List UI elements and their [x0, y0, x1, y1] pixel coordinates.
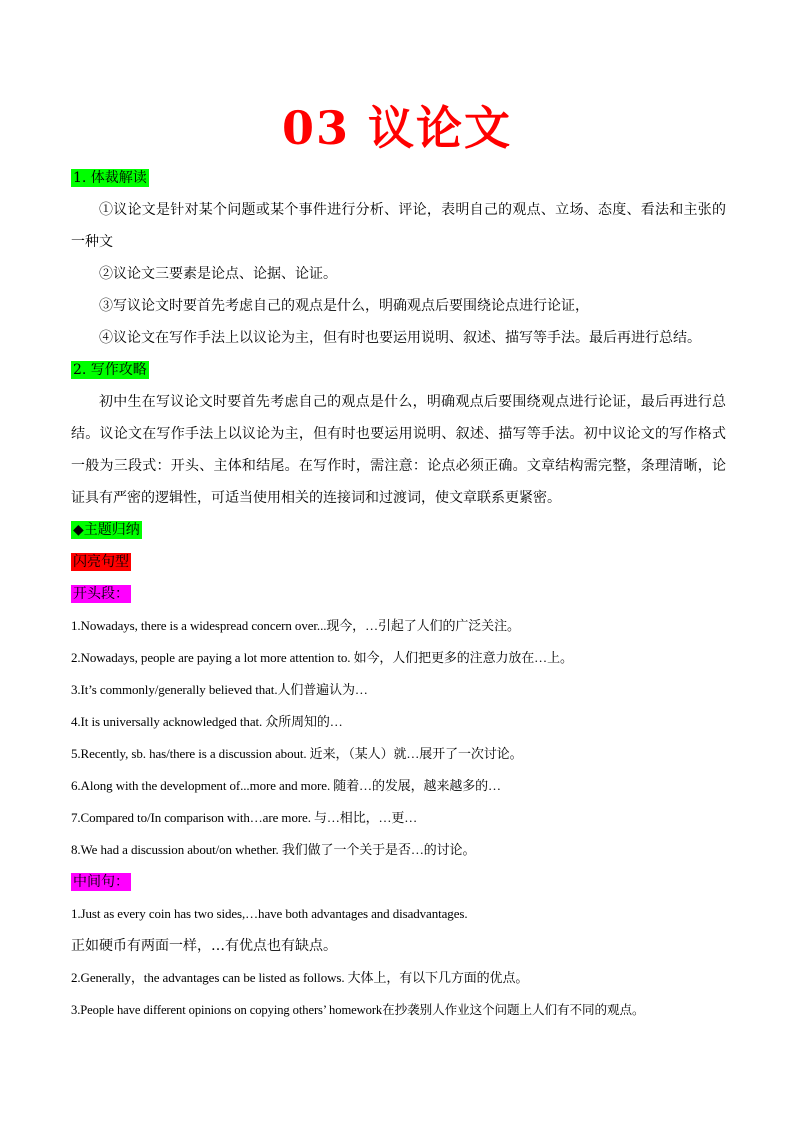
- middle-example: 3.People have different opinions on copying others’ homework在抄袭别人作业这个问题上人们有不同的观点。: [71, 1003, 645, 1017]
- section-heading-label: 1. 体裁解读: [73, 170, 147, 186]
- genre-item: ②议论文三要素是论点、论据、论证。: [99, 266, 337, 282]
- opening-example: 4.It is universally acknowledged that. 众所周知的…: [71, 714, 343, 729]
- theme-heading-label: ◆主题归纳: [73, 522, 140, 538]
- highlight-heading-label: 闪亮句型: [73, 554, 129, 570]
- opening-example: 2.Nowadays, people are paying a lot more attention to. 如今，人们把更多的注意力放在…上。: [71, 650, 573, 665]
- section-heading-label: 2. 写作攻略: [73, 362, 147, 378]
- strategy-paragraph: 初中生在写议论文时要首先考虑自己的观点是什么，明确观点后要围绕观点进行论证，最后再进行总结。议论文在写作手法上以议论为主，但有时也要运用说明、叙述、描写等手法。初中议论文的写作格式一般为三段式：开头、主体和结尾。在写作时，需注意：论点必须正确。文章结构需完整，条理清晰，论证具有严密的逻辑性，可适当使用相关的连接词和过渡词，使文章联系更紧密。: [71, 394, 726, 506]
- middle-heading: [71, 866, 726, 898]
- page-title: 03 议论文: [281, 101, 513, 155]
- middle-heading-label: 中间句：: [73, 874, 129, 890]
- opening-example: 3.It’s commonly/generally believed that.人们普遍认为…: [71, 682, 368, 697]
- section-heading-strategy: [71, 354, 726, 386]
- opening-example: 1.Nowadays, there is a widespread concern over...现今，…引起了人们的广泛关注。: [71, 618, 520, 633]
- middle-example: 1.Just as every coin has two sides,…have both advantages and disadvantages.: [71, 906, 468, 921]
- genre-item: ④议论文在写作手法上以议论为主，但有时也要运用说明、叙述、描写等手法。最后再进行总结。: [99, 330, 701, 346]
- opening-heading-label: 开头段：: [73, 586, 129, 602]
- section-heading-genre: [71, 162, 726, 194]
- document-body: [71, 162, 726, 1026]
- middle-example: 正如硬币有两面一样，…有优点也有缺点。: [71, 938, 337, 954]
- opening-example: 5.Recently, sb. has/there is a discussion about. 近来，（某人）就…展开了一次讨论。: [71, 746, 523, 761]
- theme-heading: [71, 514, 726, 546]
- opening-example: 8.We had a discussion about/on whether. 我们做了一个关于是否…的讨论。: [71, 842, 476, 857]
- opening-example: 6.Along with the development of...more and more. 随着…的发展，越来越多的…: [71, 778, 501, 793]
- highlight-heading: [71, 546, 726, 578]
- genre-item: ③写议论文时要首先考虑自己的观点是什么，明确观点后要围绕论点进行论证，: [99, 298, 589, 314]
- opening-heading: [71, 578, 726, 610]
- opening-example: 7.Compared to/In comparison with…are more. 与…相比，…更…: [71, 810, 418, 825]
- genre-item: ①议论文是针对某个问题或某个事件进行分析、评论，表明自己的观点、立场、态度、看法和主张的一种文: [71, 202, 726, 250]
- middle-example: 2.Generally，the advantages can be listed as follows. 大体上，有以下几方面的优点。: [71, 970, 529, 985]
